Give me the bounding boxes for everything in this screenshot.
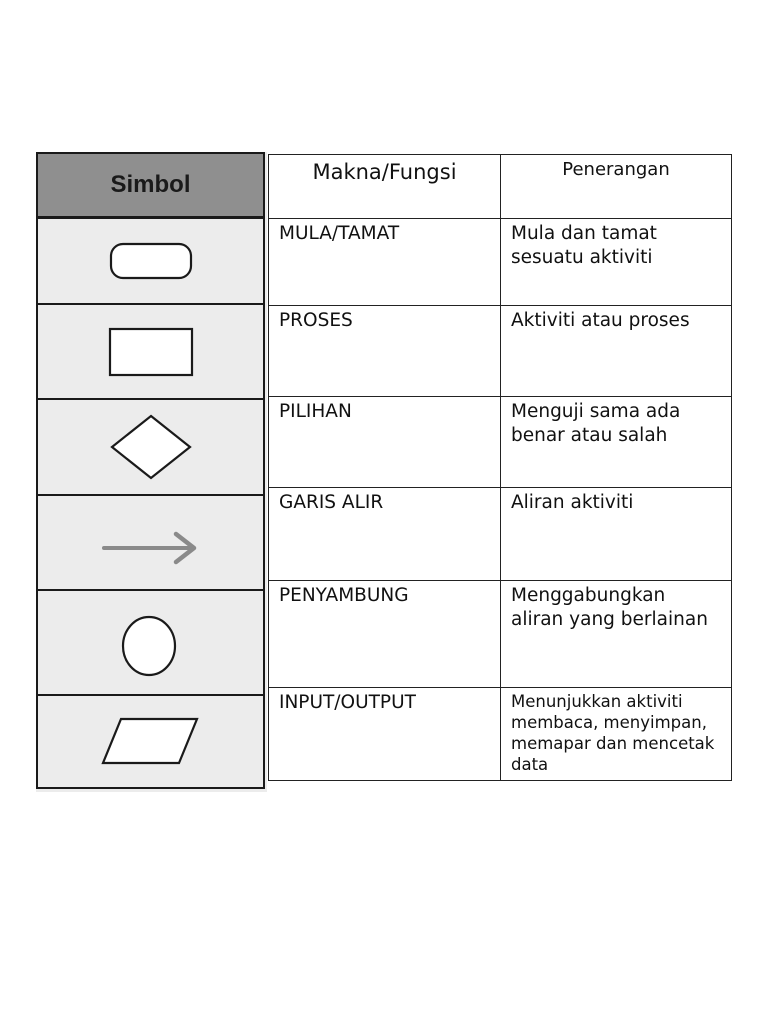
table-row-makna: PROSES <box>268 305 501 397</box>
header-penerangan: Penerangan <box>500 154 732 219</box>
symbol-header-label: Simbol <box>110 171 191 198</box>
flowchart-table <box>268 154 732 781</box>
table-row-penerangan: Menggabungkan aliran yang berlainan <box>500 580 732 688</box>
symbol-cell-process <box>36 303 265 400</box>
arrow-right-icon <box>96 513 206 573</box>
header-makna: Makna/Fungsi <box>268 154 501 219</box>
table-row-penerangan: Aliran aktiviti <box>500 487 732 581</box>
table-row-penerangan: Menguji sama ada benar atau salah <box>500 396 732 488</box>
diamond-icon <box>101 407 201 487</box>
rectangle-icon <box>101 317 201 387</box>
table-row-makna: GARIS ALIR <box>268 487 501 581</box>
circle-icon <box>101 603 201 683</box>
symbol-cell-decision <box>36 398 265 496</box>
table-row-penerangan: Menunjukkan aktiviti membaca, menyimpan, memapar dan mencetak data <box>500 687 732 781</box>
symbol-column <box>36 152 267 792</box>
symbol-cell-connector <box>36 589 265 696</box>
symbol-cell-terminal <box>36 217 265 305</box>
table-row-makna: MULA/TAMAT <box>268 218 501 306</box>
table-row-penerangan: Aktiviti atau proses <box>500 305 732 397</box>
table-row-makna: INPUT/OUTPUT <box>268 687 501 781</box>
table-row-makna: PILIHAN <box>268 396 501 488</box>
table-row-makna: PENYAMBUNG <box>268 580 501 688</box>
symbol-header <box>36 152 265 219</box>
parallelogram-icon <box>91 707 211 777</box>
rounded-rectangle-icon <box>101 231 201 291</box>
symbol-cell-io <box>36 694 265 789</box>
table-row-penerangan: Mula dan tamat sesuatu aktiviti <box>500 218 732 306</box>
symbol-cell-flowline <box>36 494 265 591</box>
